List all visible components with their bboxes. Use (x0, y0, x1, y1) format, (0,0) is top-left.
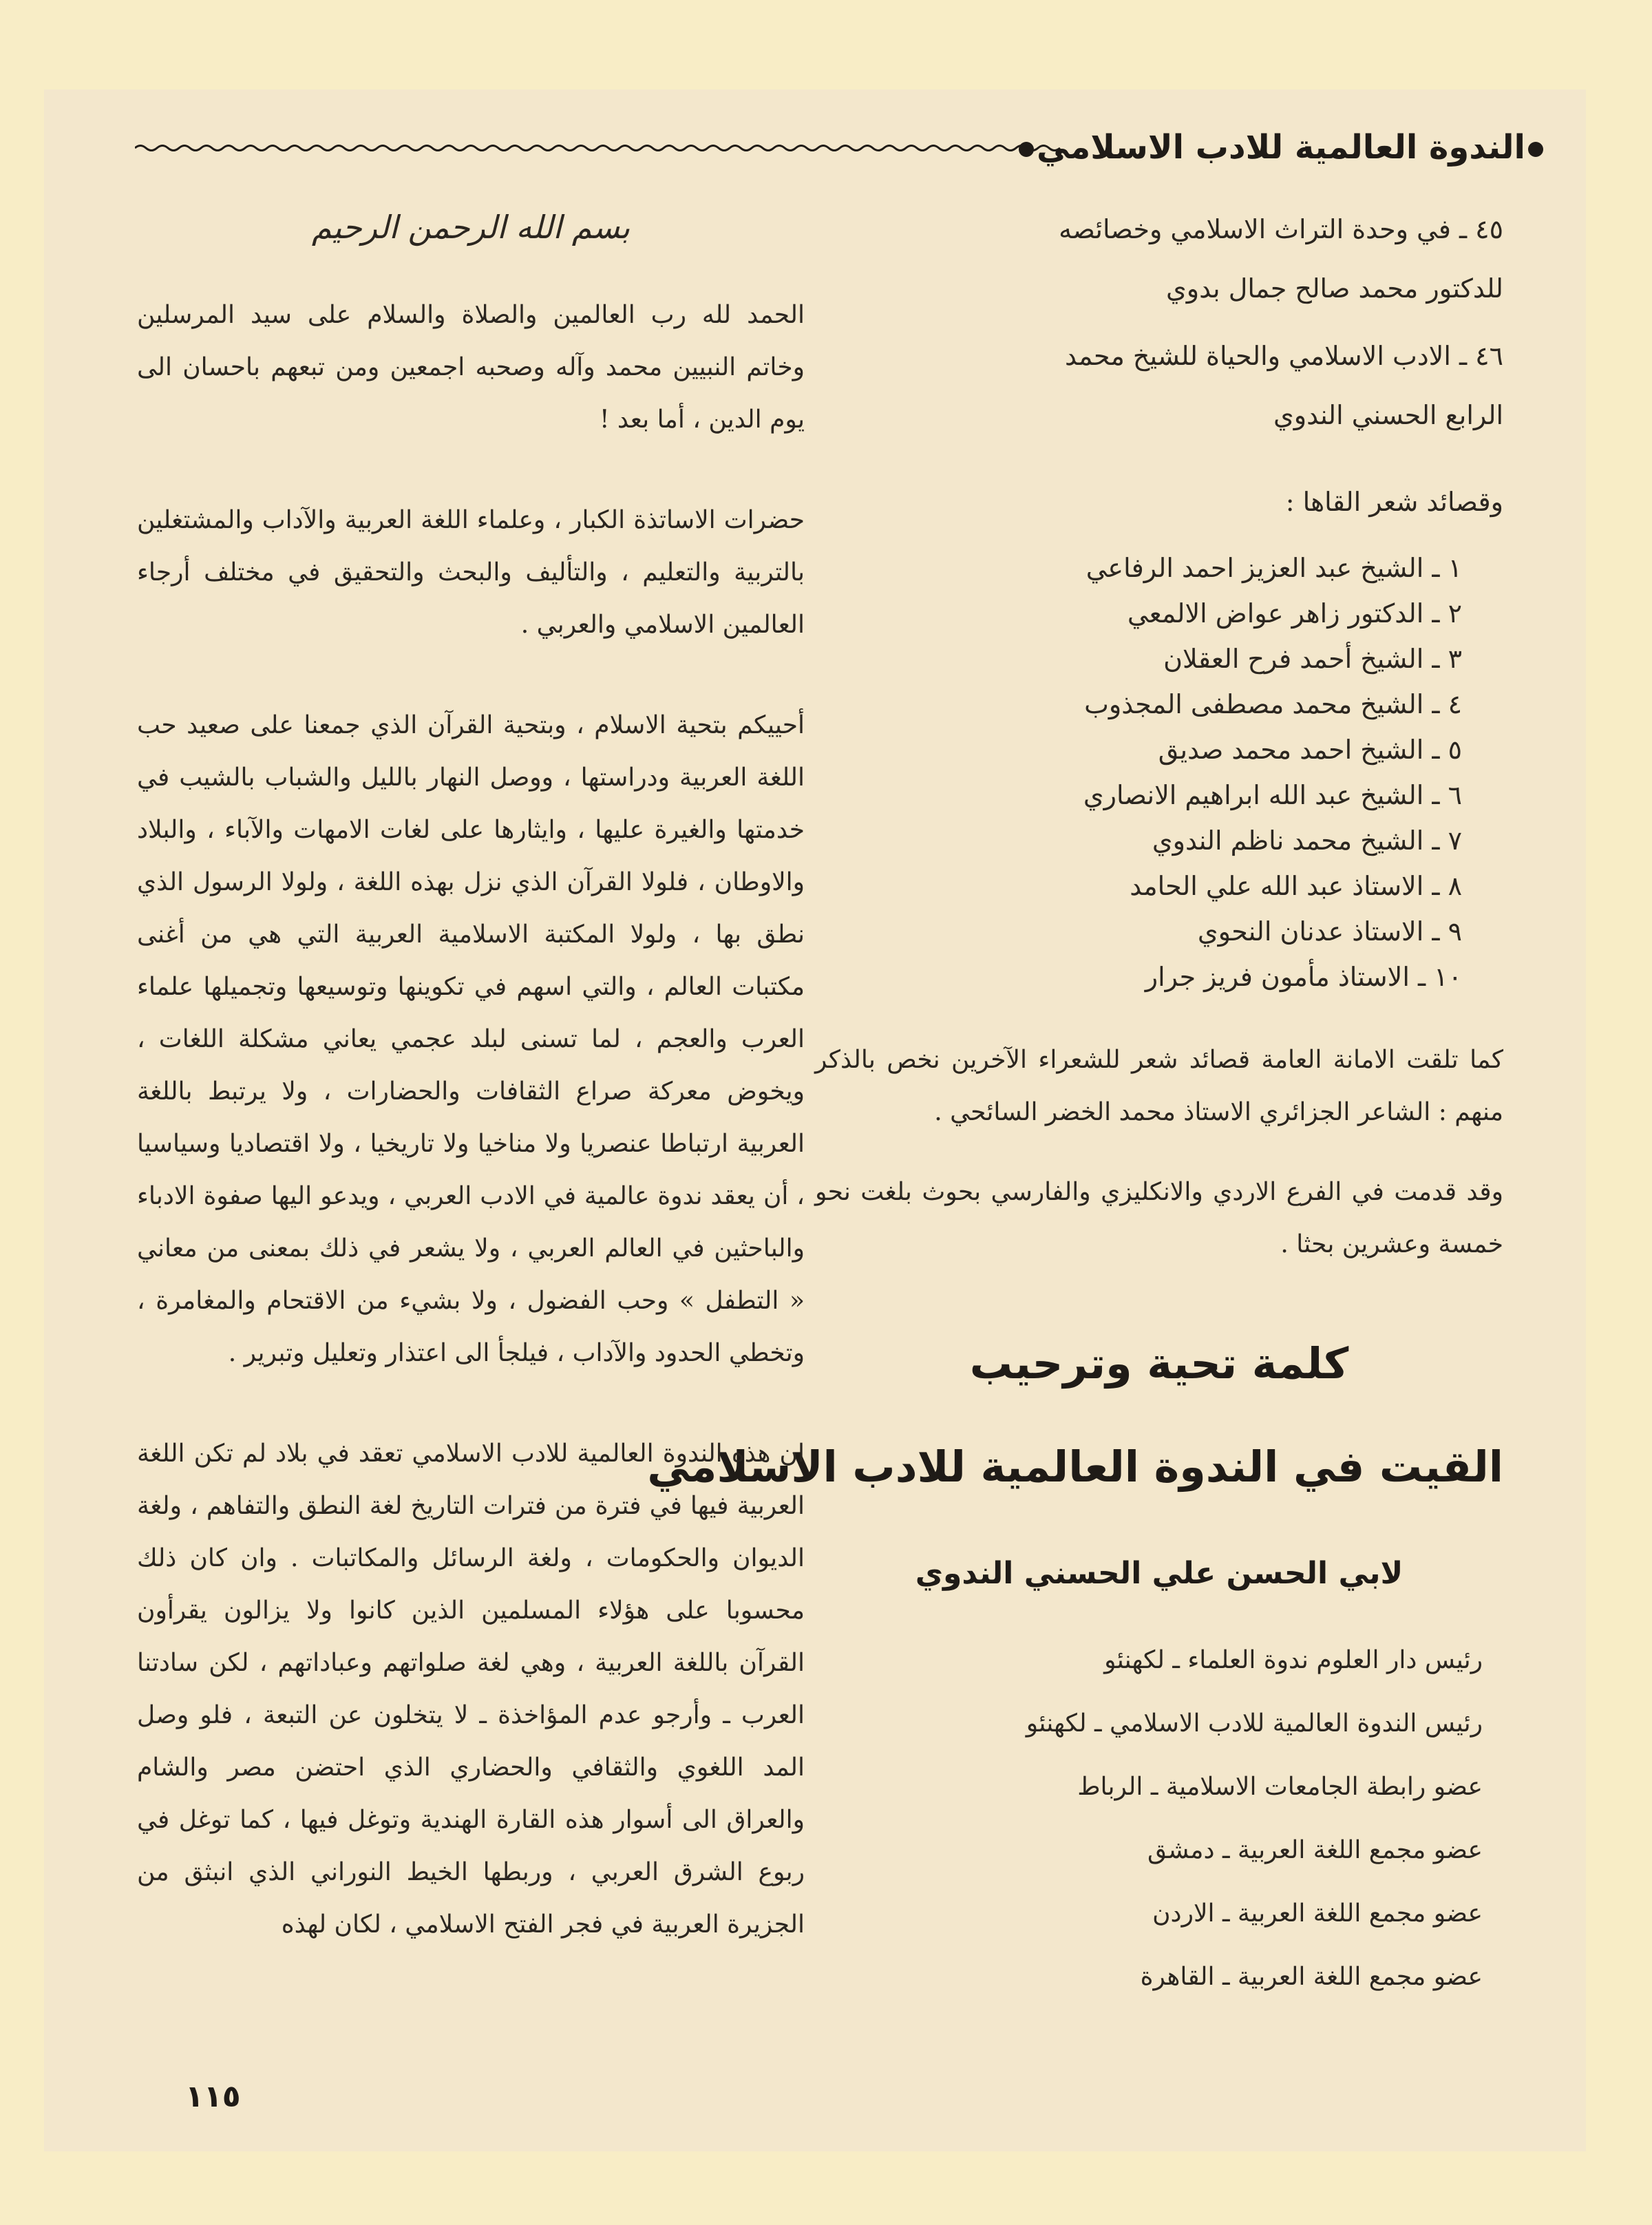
list-item: رئيس دار العلوم ندوة العلماء ـ لكهنئو (1104, 1646, 1483, 1674)
list-item: ٨ ـ الاستاذ عبد الله علي الحامد (1130, 871, 1462, 901)
author-name: لابي الحسن علي الحسني الندوي (915, 1556, 1404, 1591)
list-item: ١٠ ـ الاستاذ مأمون فريز جرار (1145, 962, 1462, 992)
section-heading: كلمة تحية وترحيب (969, 1338, 1349, 1389)
list-item: ٣ ـ الشيخ أحمد فرح العقلان (1163, 644, 1462, 674)
paragraph: كما تلقت الامانة العامة قصائد شعر للشعراء الآخرين نخص بالذكر منهم : الشاعر الجزائري الاستاذ محمد الخضر السائحي . (815, 1046, 1503, 1126)
paragraph: وقد قدمت في الفرع الاردي والانكليزي والفارسي بحوث بلغت نحو خمسة وعشرين بحثا . (815, 1178, 1503, 1258)
section-subheading: القيت في الندوة العالمية للادب الاسلامي (647, 1442, 1503, 1492)
running-header (134, 120, 1546, 175)
list-item: ٤٦ ـ الادب الاسلامي والحياة للشيخ محمد (1065, 341, 1503, 371)
list-item: ٩ ـ الاستاذ عدنان النحوي (1197, 916, 1462, 947)
header-title: الندوة العالمية للادب الاسلامي (1036, 128, 1525, 167)
poets-list (815, 545, 1503, 1000)
list-item: رئيس الندوة العالمية للادب الاسلامي ـ لكهنئو (1026, 1709, 1483, 1738)
paragraph: ان هذه الندوة العالمية للادب الاسلامي تعقد في بلاد لم تكن اللغة العربية فيها في فترة من فترات التاريخ لغة النطق والتفاهم ، ولغة الديوان والحكومات ، ولغة الرسائل والمكاتبات . وان كان ذلك محسوبا على هؤلاء المسلمين الذين كانوا ولا يزالون يقرأون القرآن باللغة العربية ، وهي لغة صلواتهم وعباداتهم ، لكن سادتنا العرب ـ وأرجو عدم المؤاخذة ـ لا يتخلون عن التبعة ، فلو وصل المد اللغوي والثقافي والحضاري الذي احتضن مصر والشام والعراق الى أسوار هذه القارة الهندية وتوغل فيها ، كما توغل في ربوع الشرق العربي ، وربطها الخيط النوراني الذي انبثق من الجزيرة العربية في فجر الفتح الاسلامي ، لكان لهذه (137, 1440, 805, 1939)
right-column (647, 200, 1503, 2009)
wavy-rule (135, 143, 1064, 153)
list-item: ٢ ـ الدكتور زاهر عواض الالمعي (1127, 598, 1462, 629)
paragraph: حضرات الاساتذة الكبار ، وعلماء اللغة العربية والآداب والمشتغلين بالتربية والتعليم ، والتأليف والبحث والتحقيق في مختلف أرجاء العالمين الاسلامي والعربي . (137, 506, 805, 639)
page (44, 89, 1586, 2151)
left-column (137, 200, 805, 1951)
list-item: عضو مجمع اللغة العربية ـ دمشق (1147, 1836, 1483, 1864)
page-number: ١١٥ (185, 2079, 241, 2114)
list-item: ٤ ـ الشيخ محمد مصطفى المجذوب (1084, 689, 1462, 719)
author-titles (815, 1629, 1503, 2009)
list-item: ٧ ـ الشيخ محمد ناظم الندوي (1152, 825, 1462, 856)
poems-intro: وقصائد شعر القاها : (1285, 487, 1503, 517)
list-item: ٦ ـ الشيخ عبد الله ابراهيم الانصاري (1083, 780, 1462, 810)
list-item: ٤٥ ـ في وحدة التراث الاسلامي وخصائصه (1059, 214, 1503, 244)
list-item: للدكتور محمد صالح جمال بدوي (1166, 273, 1503, 304)
header-title-wrapper (1016, 120, 1546, 175)
list-item: ٥ ـ الشيخ احمد محمد صديق (1158, 735, 1462, 765)
list-item: الرابع الحسني الندوي (1273, 400, 1503, 430)
list-item: عضو مجمع اللغة العربية ـ الاردن (1152, 1899, 1483, 1928)
list-item: عضو رابطة الجامعات الاسلامية ـ الرباط (1077, 1773, 1483, 1801)
bullet-icon (1528, 142, 1543, 157)
basmala: بسم الله الرحمن الرحيم (311, 209, 631, 246)
list-item: ١ ـ الشيخ عبد العزيز احمد الرفاعي (1086, 553, 1462, 583)
list-item: عضو مجمع اللغة العربية ـ القاهرة (1140, 1963, 1483, 1991)
paragraph: أحييكم بتحية الاسلام ، وبتحية القرآن الذي جمعنا على صعيد حب اللغة العربية ودراستها ، ووصل النهار بالليل والشباب بالشيب في خدمتها والغيرة عليها ، وايثارها على لغات الامهات والآباء ، والبلاد والاوطان ، فلولا القرآن الذي نزل بهذه اللغة ، ولولا الرسول الذي نطق بها ، ولولا المكتبة الاسلامية العربية التي هي من أغنى مكتبات العالم ، والتي اسهم في تكوينها وتوسيعها وتجميلها علماء العرب والعجم ، لما تسنى لبلد عجمي يعاني مشكلة اللغات ، ويخوض معركة صراع الثقافات والحضارات ، ولا يرتبط باللغة العربية ارتباطا عنصريا ولا مناخيا ولا تاريخيا ، ولا اقتصاديا وسياسيا ، أن يعقد ندوة عالمية في الادب العربي ، ويدعو اليها صفوة الادباء والباحثين في العالم العربي ، ولا يشعر في ذلك بمعنى من معاني « التطفل » وحب الفضول ، ولا بشيء من الاقتحام والمغامرة ، وتخطي الحدود والآداب ، فيلجأ الى اعتذار وتعليل وتبرير . (137, 711, 805, 1367)
paragraph: الحمد لله رب العالمين والصلاة والسلام على سيد المرسلين وخاتم النبيين محمد وآله وصحبه اجمعين ومن تبعهم باحسان الى يوم الدين ، أما بعد ! (137, 301, 805, 434)
